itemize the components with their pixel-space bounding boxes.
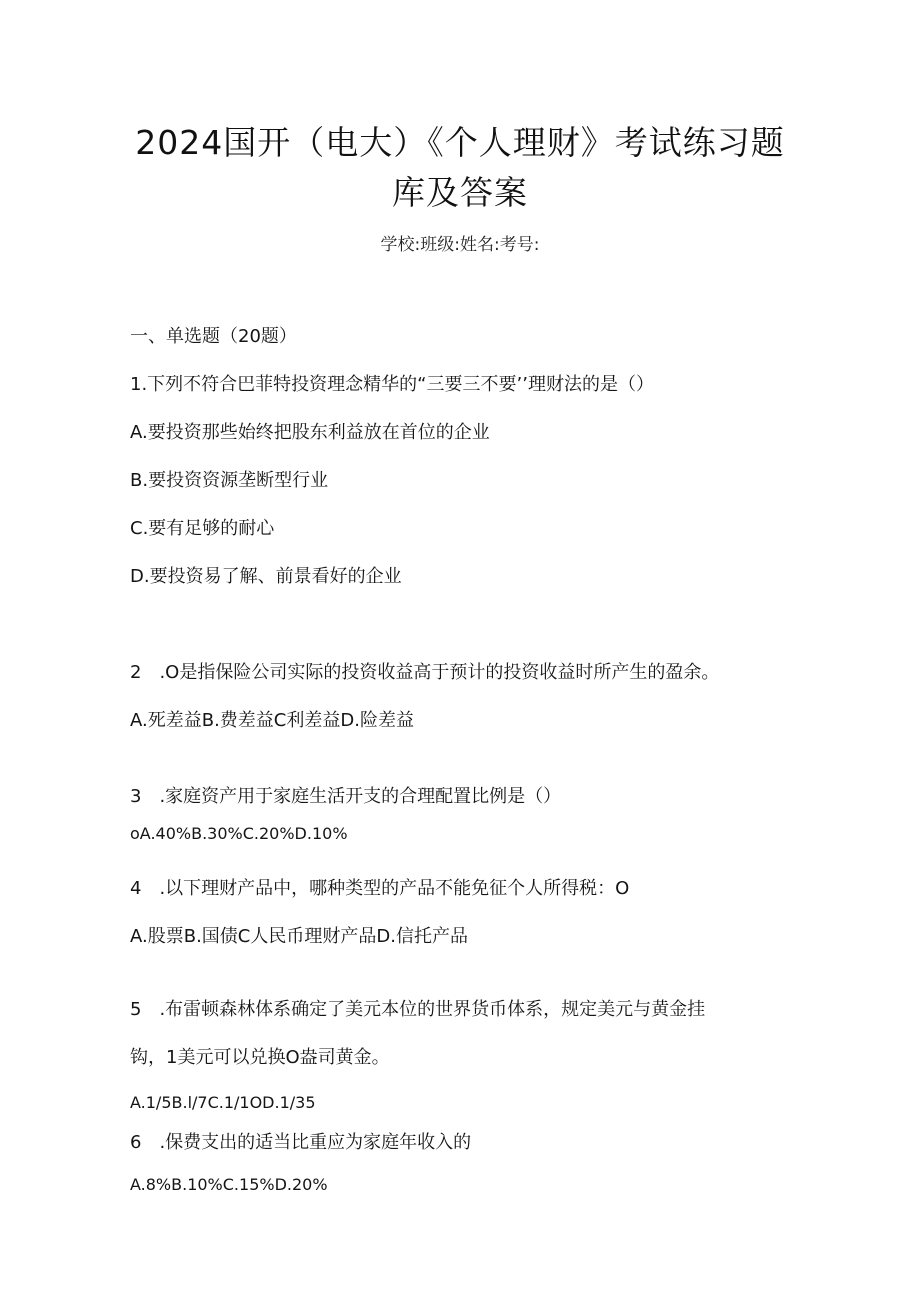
student-info-line: 学校:班级:姓名:考号: <box>380 235 540 255</box>
question-1-option-a: A.要投资那些始终把股东利益放在首位的企业 <box>130 422 490 443</box>
document-title-line-2: 库及答案 <box>392 173 528 212</box>
question-3-stem: 3 .家庭资产用于家庭生活开支的合理配置比例是（） <box>130 786 562 807</box>
question-6-stem: 6 .保费支出的适当比重应为家庭年收入的 <box>130 1132 472 1153</box>
question-5-stem-line-1: 5 .布雷顿森林体系确定了美元本位的世界货币体系，规定美元与黄金挂 <box>130 999 706 1020</box>
question-2-stem: 2 .O是指保险公司实际的投资收益高于预计的投资收益时所产生的盈余。 <box>130 662 720 683</box>
section-heading: 一、单选题（20题） <box>130 326 297 347</box>
question-5-stem-line-2: 钩，1美元可以兑换O盎司黄金。 <box>130 1047 390 1068</box>
question-4-stem: 4 .以下理财产品中，哪种类型的产品不能免征个人所得税：O <box>130 878 630 899</box>
question-3-options: oA.40%B.30%C.20%D.10% <box>130 824 348 843</box>
question-4-options: A.股票B.国债C人民币理财产品D.信托产品 <box>130 926 468 947</box>
question-1-option-b: B.要投资资源垄断型行业 <box>130 470 329 491</box>
question-1-stem: 1.下列不符合巴菲特投资理念精华的“三要三不要’’理财法的是（） <box>130 374 654 395</box>
document-title-line-1: 2024国开（电大）《个人理财》考试练习题 <box>135 123 785 162</box>
question-1-option-d: D.要投资易了解、前景看好的企业 <box>130 566 402 587</box>
question-5-options: A.1/5B.l/7C.1/1OD.1/35 <box>130 1093 316 1112</box>
question-2-options: A.死差益B.费差益C利差益D.险差益 <box>130 710 414 731</box>
question-6-options: A.8%B.10%C.15%D.20% <box>130 1175 328 1194</box>
question-1-option-c: C.要有足够的耐心 <box>130 518 275 539</box>
